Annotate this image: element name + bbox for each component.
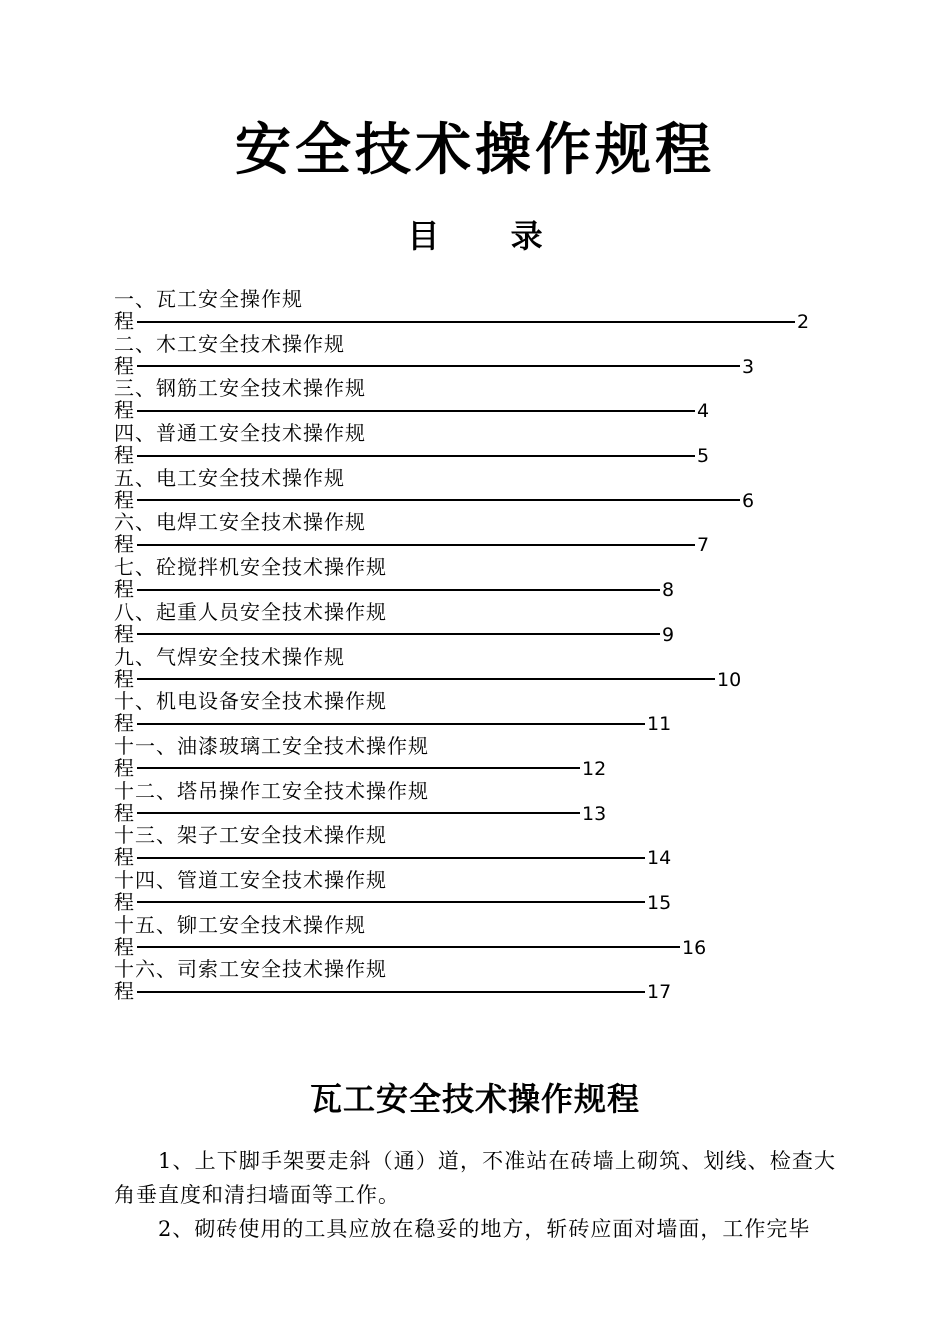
toc-entry-label: 五、电工安全技术操作规	[114, 465, 345, 490]
toc-page-number: 2	[797, 311, 810, 333]
toc-leader-line	[137, 544, 695, 546]
toc-page-number: 5	[697, 445, 710, 468]
toc-page-number: 12	[582, 757, 607, 780]
toc-entry-label: 十二、塔吊操作工安全技术操作规	[114, 778, 429, 803]
toc-entry[interactable]	[114, 646, 844, 691]
toc-leader-line	[137, 321, 795, 323]
toc-entry-tail: 程	[114, 532, 134, 557]
toc-leader-line	[137, 991, 645, 993]
toc-entry-tail: 程	[114, 353, 134, 378]
toc-entry[interactable]	[114, 869, 844, 914]
toc-entry[interactable]	[114, 601, 844, 646]
toc-entry-label: 十四、管道工安全技术操作规	[114, 867, 387, 892]
toc-entry-tail: 程	[114, 889, 134, 914]
toc-entry-label: 十三、架子工安全技术操作规	[114, 823, 387, 848]
paragraph: 1、上下脚手架要走斜（通）道，不准站在砖墙上砌筑、划线、检查大角垂直度和清扫墙面等工作。	[114, 1149, 836, 1207]
toc-leader-line	[137, 946, 680, 948]
toc-entry-tail: 程	[114, 487, 134, 512]
paragraph: 2、砌砖使用的工具应放在稳妥的地方，斩砖应面对墙面，工作完毕	[158, 1217, 811, 1241]
toc-entry-tail: 程	[114, 443, 134, 468]
toc-entry[interactable]	[114, 288, 844, 333]
toc-page-number: 13	[582, 802, 607, 825]
toc-leader-line	[137, 812, 580, 814]
toc-entry-line	[114, 533, 709, 555]
toc-leader-line	[137, 633, 660, 635]
toc-entry[interactable]	[114, 735, 844, 780]
toc-entry[interactable]	[114, 556, 844, 601]
document-title: 安全技术操作规程	[235, 117, 715, 183]
toc-entry-line	[114, 757, 606, 779]
toc-leader-line	[137, 589, 660, 591]
toc-leader-line	[137, 901, 645, 903]
toc-leader-line	[137, 678, 715, 680]
toc-page-number: 8	[662, 579, 675, 602]
table-of-contents	[114, 288, 844, 1003]
toc-entry-line	[114, 578, 674, 600]
toc-entry-label: 二、木工安全技术操作规	[114, 331, 345, 356]
toc-page-number: 9	[662, 623, 675, 646]
toc-entry-tail: 程	[114, 845, 134, 870]
toc-entry[interactable]	[114, 422, 844, 467]
toc-entry[interactable]	[114, 690, 844, 735]
toc-page-number: 17	[647, 981, 672, 1004]
toc-entry-label: 六、电焊工安全技术操作规	[114, 510, 366, 535]
toc-entry-line	[114, 399, 709, 421]
toc-leader-line	[137, 767, 580, 769]
toc-entry-tail: 程	[114, 666, 134, 691]
toc-entry-label: 十一、油漆玻璃工安全技术操作规	[114, 733, 429, 758]
toc-page-number: 16	[682, 936, 707, 959]
toc-page-number: 7	[697, 534, 710, 557]
toc-entry[interactable]	[114, 333, 844, 378]
toc-entry-line	[114, 846, 671, 868]
toc-leader-line	[137, 499, 740, 501]
toc-entry-line	[114, 668, 741, 690]
toc-entry-label: 八、起重人员安全技术操作规	[114, 599, 387, 624]
toc-entry-tail: 程	[114, 979, 134, 1004]
toc-page-number: 15	[647, 891, 672, 914]
toc-entry-tail: 程	[114, 711, 134, 736]
toc-entry[interactable]	[114, 914, 844, 959]
toc-heading: 目 录	[407, 217, 543, 255]
toc-page-number: 10	[717, 668, 742, 691]
toc-page-number: 11	[647, 713, 672, 736]
toc-entry-line	[114, 444, 709, 466]
toc-entry[interactable]	[114, 780, 844, 825]
toc-entry-line	[114, 980, 671, 1002]
toc-leader-line	[137, 410, 695, 412]
section-body	[114, 1144, 836, 1246]
toc-leader-line	[137, 365, 740, 367]
toc-entry[interactable]	[114, 511, 844, 556]
toc-page-number: 6	[742, 489, 755, 512]
toc-page-number: 3	[742, 355, 755, 378]
toc-leader-line	[137, 723, 645, 725]
toc-entry-tail: 程	[114, 755, 134, 780]
toc-page-number: 4	[697, 400, 710, 423]
toc-entry[interactable]	[114, 467, 844, 512]
toc-entry-tail: 程	[114, 934, 134, 959]
toc-page-number: 14	[647, 847, 672, 870]
toc-entry-line	[114, 936, 706, 958]
toc-entry-label: 一、瓦工安全操作规	[114, 287, 303, 311]
toc-entry-line	[114, 355, 754, 377]
toc-entry-tail: 程	[114, 398, 134, 423]
toc-entry-label: 九、气焊安全技术操作规	[114, 644, 345, 669]
toc-entry-line	[114, 712, 671, 734]
toc-entry-label: 三、钢筋工安全技术操作规	[114, 376, 366, 401]
toc-entry-label: 四、普通工安全技术操作规	[114, 421, 366, 446]
toc-entry[interactable]	[114, 377, 844, 422]
toc-leader-line	[137, 857, 645, 859]
toc-entry-tail: 程	[114, 309, 134, 333]
toc-entry-line	[114, 310, 809, 332]
toc-entry-label: 七、砼搅拌机安全技术操作规	[114, 555, 387, 580]
toc-entry-label: 十、机电设备安全技术操作规	[114, 689, 387, 714]
toc-entry-label: 十六、司索工安全技术操作规	[114, 957, 387, 982]
toc-entry-line	[114, 802, 606, 824]
toc-entry-tail: 程	[114, 621, 134, 646]
toc-leader-line	[137, 455, 695, 457]
toc-entry-line	[114, 623, 674, 645]
section-title: 瓦工安全技术操作规程	[309, 1080, 640, 1118]
toc-entry-line	[114, 489, 754, 511]
toc-entry-label: 十五、铆工安全技术操作规	[114, 912, 366, 937]
toc-entry[interactable]	[114, 958, 844, 1003]
toc-entry-tail: 程	[114, 577, 134, 602]
toc-entry-tail: 程	[114, 800, 134, 825]
toc-entry[interactable]	[114, 824, 844, 869]
toc-entry-line	[114, 891, 671, 913]
